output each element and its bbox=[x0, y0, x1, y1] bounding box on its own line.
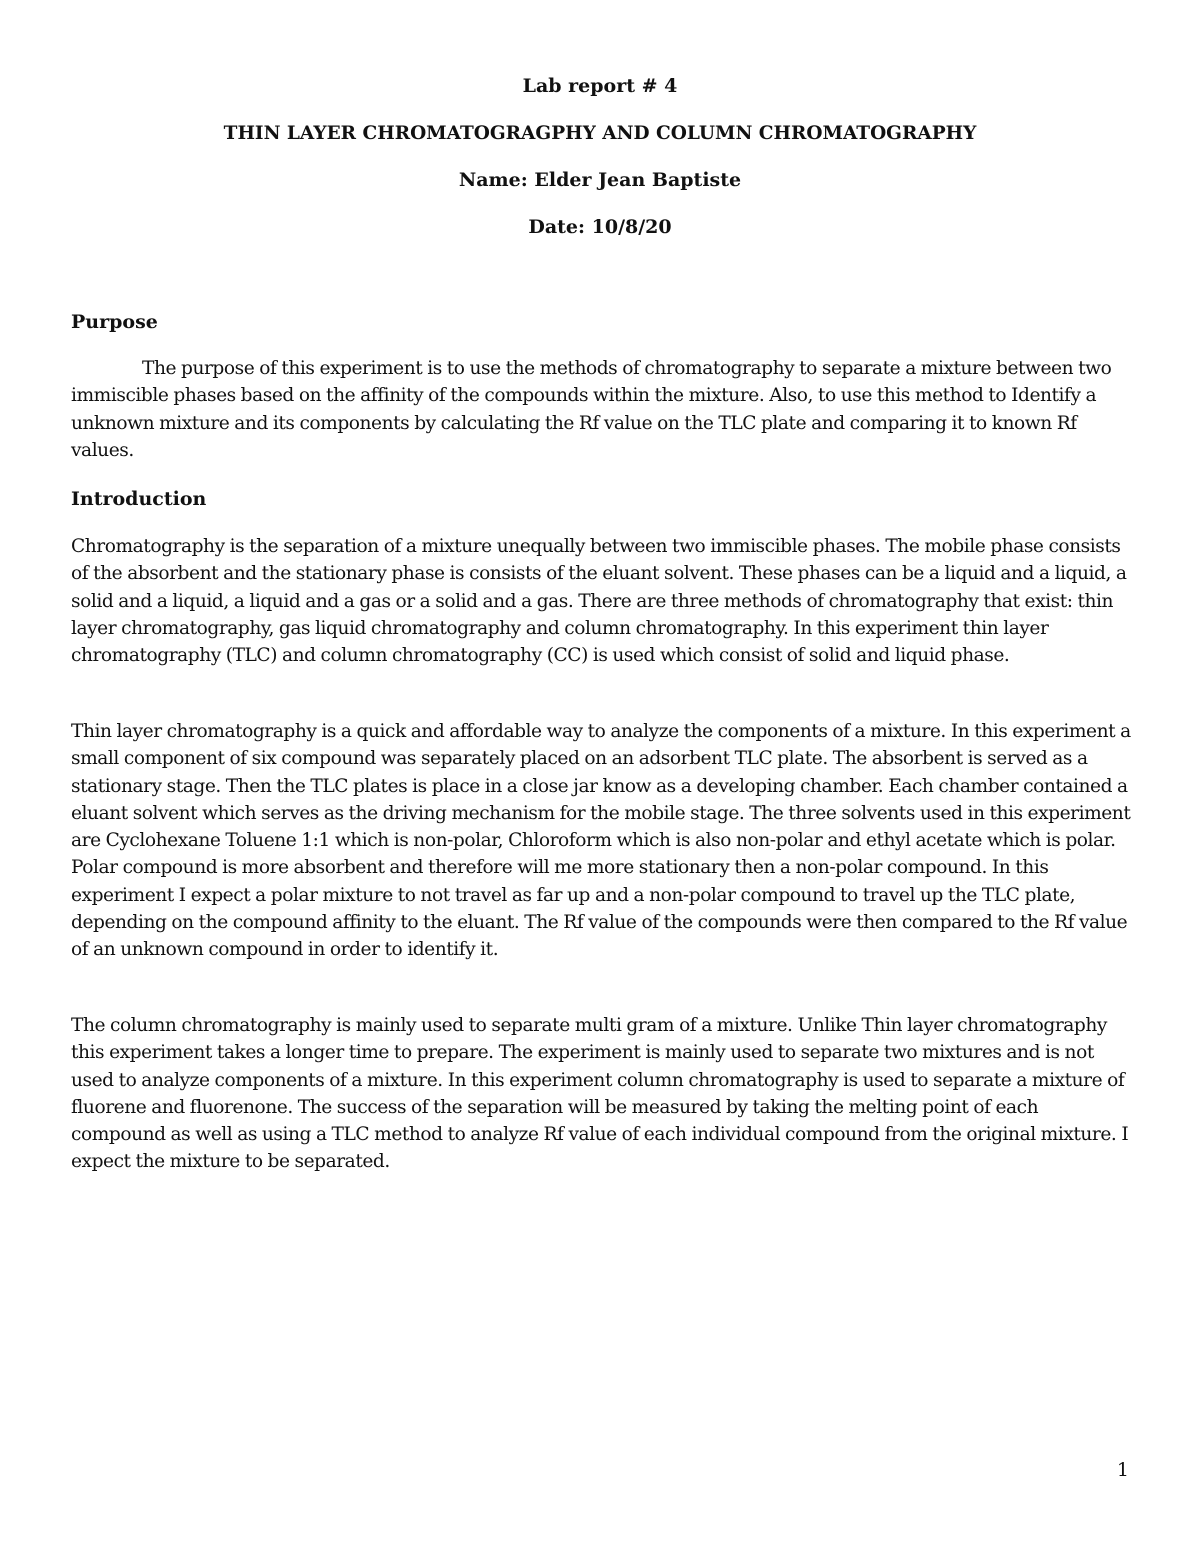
purpose-heading: Purpose bbox=[71, 311, 158, 333]
introduction-paragraph-3: The column chromatography is mainly used to separate multi gram of a mixture. Unlike Thin layer chromatography this experiment takes a longer time to prepare. The experiment is mainly used to separate two mixtures and is not used to analyze components of a mixture. In this experiment column chromatography is used to separate a mixture of fluorene and fluorenone. The success of the separation will be measured by taking the melting point of each compound as well as using a TLC method to analyze Rf value of each individual compound from the original mixture. I expect the mixture to be separated. bbox=[71, 1015, 1129, 1173]
report-label: Lab report # 4 bbox=[522, 75, 678, 97]
introduction-paragraph-2: Thin layer chromatography is a quick and affordable way to analyze the components of a mixture. In this experiment a small component of six compound was separately placed on an adsorbent TLC plate. The absorbent is served as a stationary stage. Then the TLC plates is place in a close jar know as a developing chamber. Each chamber contained a eluant solvent which serves as the driving mechanism for the mobile stage. The three solvents used in this experiment are Cyclohexane Toluene 1:1 which is non-polar, Chloroform which is also non-polar and ethyl acetate which is polar. Polar compound is more absorbent and therefore will me more stationary then a non-polar compound. In this experiment I expect a polar mixture to not travel as far up and a non-polar compound to travel up the TLC plate, depending on the compound affinity to the eluant. The Rf value of the compounds were then compared to the Rf value of an unknown compound in order to identify it. bbox=[71, 721, 1131, 961]
introduction-paragraph-1: Chromatography is the separation of a mixture unequally between two immiscible phases. The mobile phase consists of the absorbent and the stationary phase is consists of the eluant solvent. These phases can be a liquid and a liquid, a solid and a liquid, a liquid and a gas or a solid and a gas. There are three methods of chromatography that exist: thin layer chromatography, gas liquid chromatography and column chromatography. In this experiment thin layer chromatography (TLC) and column chromatography (CC) is used which consist of solid and liquid phase. bbox=[71, 536, 1127, 667]
author-name: Name: Elder Jean Baptiste bbox=[458, 169, 742, 191]
introduction-heading: Introduction bbox=[71, 488, 207, 510]
report-title: THIN LAYER CHROMATOGRAGPHY AND COLUMN CHROMATOGRAPHY bbox=[223, 123, 977, 144]
report-date: Date: 10/8/20 bbox=[528, 216, 672, 238]
purpose-paragraph: The purpose of this experiment is to use the methods of chromatography to separate a mixture between two immiscible phases based on the affinity of the compounds within the mixture. Also, to use this method to Identify a unknown mixture and its components by calculating the Rf value on the TLC plate and comparing it to known Rf values. bbox=[71, 358, 1112, 461]
page-number: 1 bbox=[1116, 1459, 1129, 1481]
